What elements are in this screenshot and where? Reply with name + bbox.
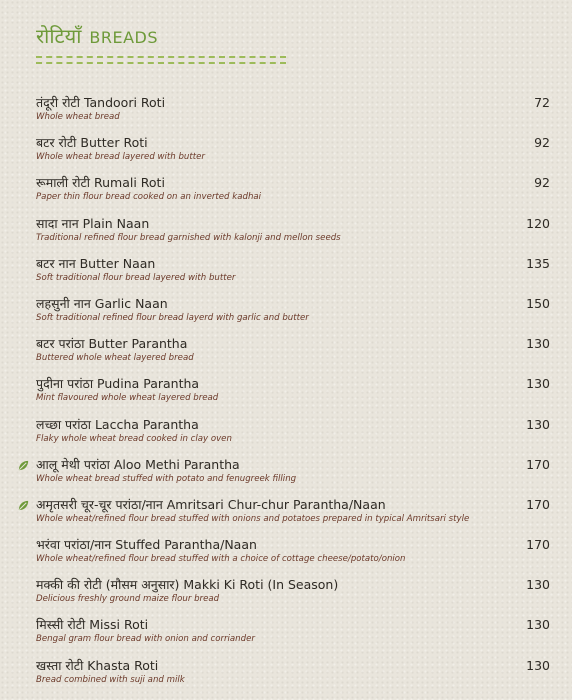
menu-item-name: मिस्सी रोटी Missi Roti [36,617,149,633]
menu-item [36,576,550,616]
menu-item-description: Bread combined with suji and milk [36,674,185,685]
menu-item-description: Whole wheat bread layered with butter [36,152,205,163]
menu-item [36,335,550,375]
menu-item-description: Traditional refined flour bread garnished with kalonji and mellon seeds [36,232,341,243]
menu-item-description: Buttered whole wheat layered bread [36,353,194,364]
leaf-icon [17,499,30,512]
menu-item-name: लहसुनी नान Garlic Naan [36,295,168,311]
section-title-english: BREADS [89,28,159,47]
menu-item-description: Soft traditional refined flour bread layerd with garlic and butter [36,312,309,323]
menu-item [36,134,550,174]
menu-item-name: आलू मेथी परांठा Aloo Methi Parantha [36,456,240,472]
menu-item [36,295,550,335]
menu-item-price: 170 [526,537,550,553]
menu-item-name: पुदीना परांठा Pudina Parantha [36,376,200,392]
menu-item [36,215,550,255]
menu-item-price: 72 [534,95,550,110]
menu-item-name: खस्ता रोटी Khasta Roti [36,657,159,673]
menu-item-price: 130 [526,617,550,633]
menu-item-name: तंदूरी रोटी Tandoori Roti [36,95,166,110]
menu-item-price: 130 [526,336,550,352]
menu-item-price: 92 [534,135,550,151]
menu-item-name: बटर नान Butter Naan [36,255,156,271]
menu-item-price: 120 [526,215,550,231]
menu-item-description: Whole wheat/refined flour bread stuffed with a choice of cottage cheese/potato/onion [36,554,406,565]
menu-item-price: 92 [534,175,550,191]
menu-item-price: 130 [526,657,550,673]
menu-item-description: Bengal gram flour bread with onion and corriander [36,634,255,645]
menu-item-name: लच्छा परांठा Laccha Parantha [36,416,199,432]
menu-item-description: Soft traditional flour bread layered with butter [36,272,236,283]
menu-item-name: भरंवा परांठा/नान Stuffed Parantha/Naan [36,537,257,553]
menu-item [36,616,550,656]
menu-item-name: अमृतसरी चूर-चूर परांठा/नान Amritsari Chur-chur Parantha/Naan [36,496,386,512]
menu-item [36,255,550,295]
menu-items-list [36,94,550,697]
menu-item-name: रूमाली रोटी Rumali Roti [36,175,165,191]
menu-item-description: Paper thin flour bread cooked on an inverted kadhai [36,192,262,203]
menu-item [36,416,550,456]
menu-item-price: 150 [526,295,550,311]
section-title [36,22,286,49]
title-underline [36,56,286,64]
menu-item-price: 130 [526,376,550,392]
menu-item [36,174,550,214]
menu-item-price: 135 [526,255,550,271]
menu-item-description: Whole wheat/refined flour bread stuffed with onions and potatoes prepared in typical Amritsari style [36,513,470,524]
dashed-rule-1 [36,56,286,58]
menu-item-description: Mint flavoured whole wheat layered bread [36,393,219,404]
menu-item-description: Whole wheat bread stuffed with potato and fenugreek filling [36,473,297,484]
leaf-icon [17,459,30,472]
menu-item-price: 130 [526,577,550,593]
menu-item [36,496,550,536]
menu-item-name: मक्की की रोटी (मौसम अनुसार) Makki Ki Roti (In Season) [36,577,339,593]
menu-item [36,657,550,697]
menu-item [36,456,550,496]
menu-item [36,536,550,576]
dashed-rule-2 [36,62,286,64]
menu-item-price: 170 [526,496,550,512]
menu-item-price: 170 [526,456,550,472]
menu-item [36,375,550,415]
menu-item-description: Delicious freshly ground maize flour bread [36,594,220,605]
menu-item [36,94,550,134]
menu-item-name: सादा नान Plain Naan [36,215,150,231]
menu-item-description: Flaky whole wheat bread cooked in clay oven [36,433,232,444]
menu-item-name: बटर रोटी Butter Roti [36,135,148,151]
section-title-hindi: रोटियाँ [36,24,82,48]
menu-item-description: Whole wheat bread [36,112,120,122]
menu-item-name: बटर परांठा Butter Parantha [36,336,188,352]
menu-header [36,22,286,64]
menu-item-price: 130 [526,416,550,432]
